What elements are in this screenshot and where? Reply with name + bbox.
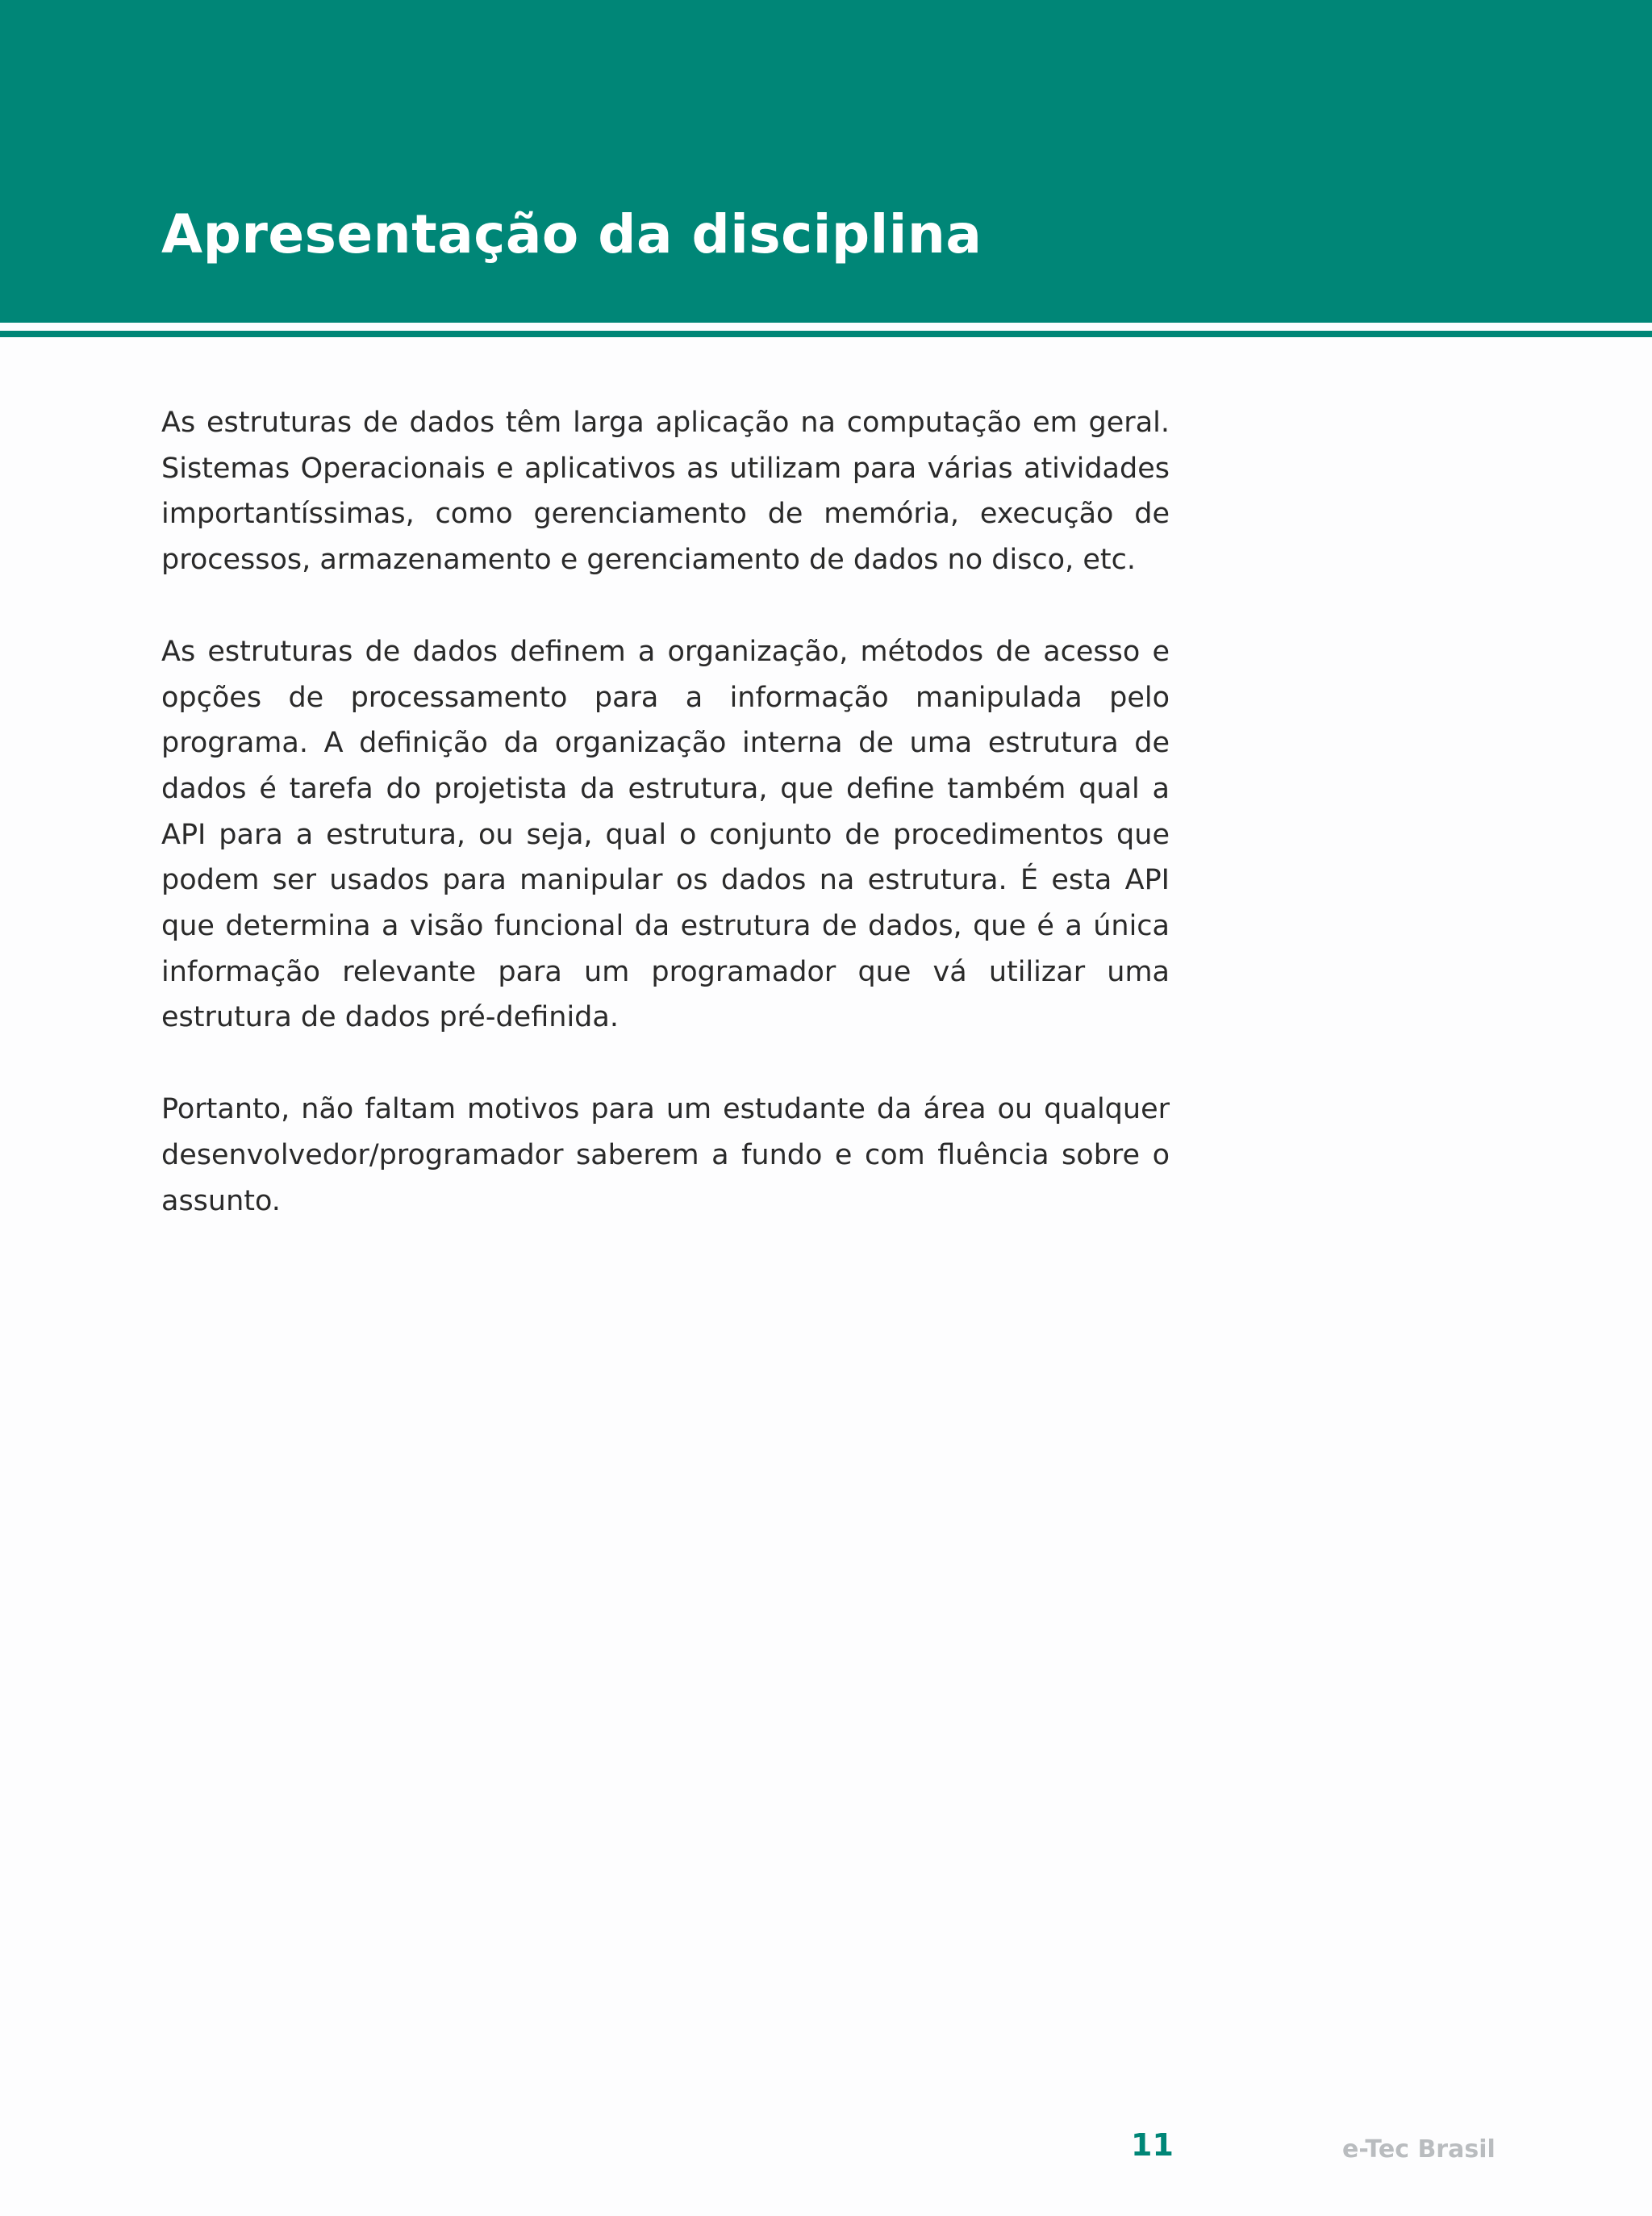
paragraph-1: As estruturas de dados têm larga aplicação na computação em geral. Sistemas Operacionais e aplicativos as utilizam para várias atividades importantíssimas, como gerenciamento de memória, execução de processos, armazenamento e gerenciamento de dados no disco, etc.	[161, 407, 1170, 577]
header-divider	[0, 331, 1652, 337]
paragraph-2: As estruturas de dados definem a organização, métodos de acesso e opções de processamento para a informação manipulada pelo programa. A definição da organização interna de uma estrutura de dados é tarefa do projetista da estrutura, que define também qual a API para a estrutura, ou seja, qual o conjunto de procedimentos que podem ser usados para manipular os dados na estrutura. É esta API que determina a visão funcional da estrutura de dados, que é a única informação relevante para um programador que vá utilizar uma estrutura de dados pré-definida.	[161, 635, 1170, 1034]
page-title: Apresentação da disciplina	[161, 203, 982, 265]
page-number: 11	[1131, 2127, 1174, 2163]
body-text	[161, 400, 1170, 1270]
paragraph-3: Portanto, não faltam motivos para um estudante da área ou qualquer desenvolvedor/programador saberem a fundo e com fluência sobre o assunto.	[161, 1093, 1170, 1217]
header-band	[0, 0, 1652, 323]
footer-brand: e-Tec Brasil	[1342, 2135, 1496, 2164]
